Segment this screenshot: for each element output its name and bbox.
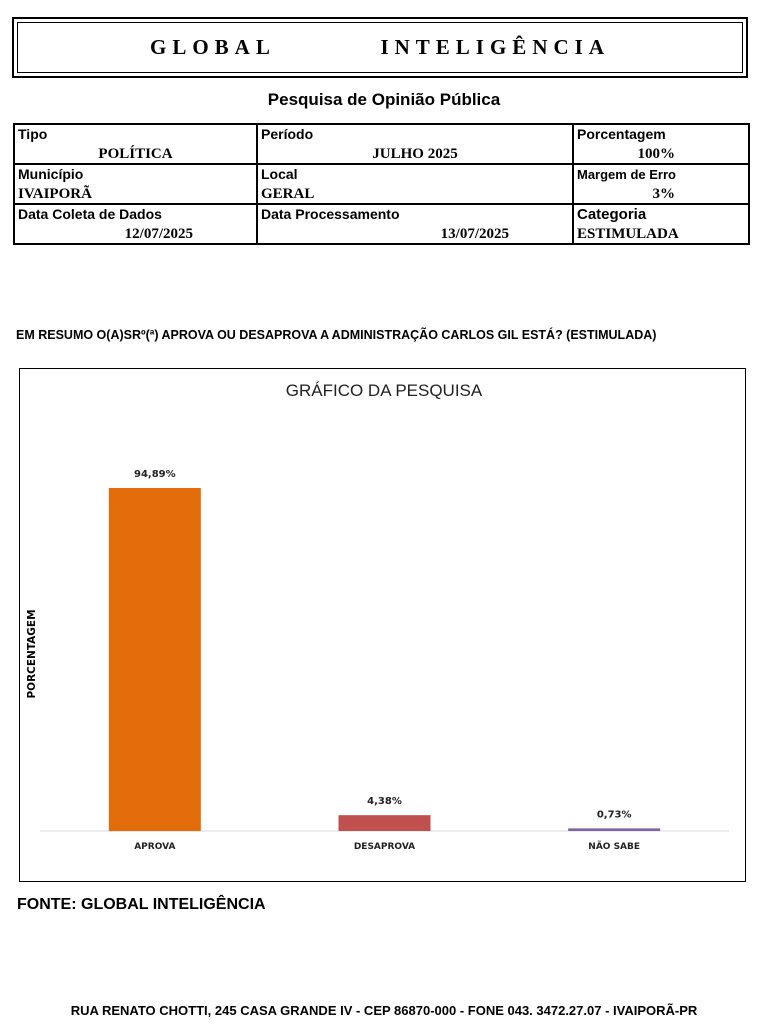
y-axis-label: PORCENTAGEM [26, 609, 38, 699]
processamento-label: Data Processamento [261, 206, 400, 222]
page-subtitle: Pesquisa de Opinião Pública [267, 90, 501, 109]
footer-address: RUA RENATO CHOTTI, 245 CASA GRANDE IV - CEP 86870-000 - FONE 043. 3472.27.07 - IVAIPORÃ-PR [70, 1003, 698, 1018]
processamento-value: 13/07/2025 [440, 226, 509, 242]
coleta-label: Data Coleta de Dados [18, 206, 162, 222]
category-label: NÃO SABE [588, 842, 641, 852]
brand-title: GLOBAL INTELIGÊNCIA [150, 35, 610, 59]
data-label: 94,89% [134, 469, 176, 481]
local-label: Local [261, 166, 298, 182]
source-note: FONTE: GLOBAL INTELIGÊNCIA [17, 896, 266, 913]
municipio-label: Município [18, 166, 84, 182]
margem-value: 3% [652, 186, 675, 202]
data-label: 0,73% [596, 809, 632, 821]
bar-0 [109, 488, 201, 831]
porcentagem-label: Porcentagem [577, 126, 666, 142]
categoria-value: ESTIMULADA [577, 226, 679, 242]
tipo-label: Tipo [18, 126, 48, 142]
margem-label: Margem de Erro [577, 167, 676, 182]
survey-question: EM RESUMO O(A)SRº(ª) APROVA OU DESAPROVA A ADMINISTRAÇÃO CARLOS GIL ESTÁ? (ESTIMULADA) [16, 328, 657, 342]
bar-1 [339, 815, 431, 831]
chart-title: GRÁFICO DA PESQUISA [285, 381, 483, 400]
local-value: GERAL [261, 186, 315, 202]
bar-2 [568, 828, 660, 831]
category-label: DESAPROVA [353, 842, 416, 852]
periodo-label: Período [261, 126, 314, 142]
municipio-value: IVAIPORÃ [18, 186, 92, 202]
tipo-value: POLÍTICA [98, 146, 173, 162]
data-label: 4,38% [367, 796, 402, 808]
coleta-value: 12/07/2025 [124, 226, 193, 242]
porcentagem-value: 100% [637, 146, 675, 162]
periodo-value: JULHO 2025 [372, 146, 458, 162]
category-label: APROVA [134, 842, 176, 852]
categoria-label: Categoria [577, 206, 647, 223]
